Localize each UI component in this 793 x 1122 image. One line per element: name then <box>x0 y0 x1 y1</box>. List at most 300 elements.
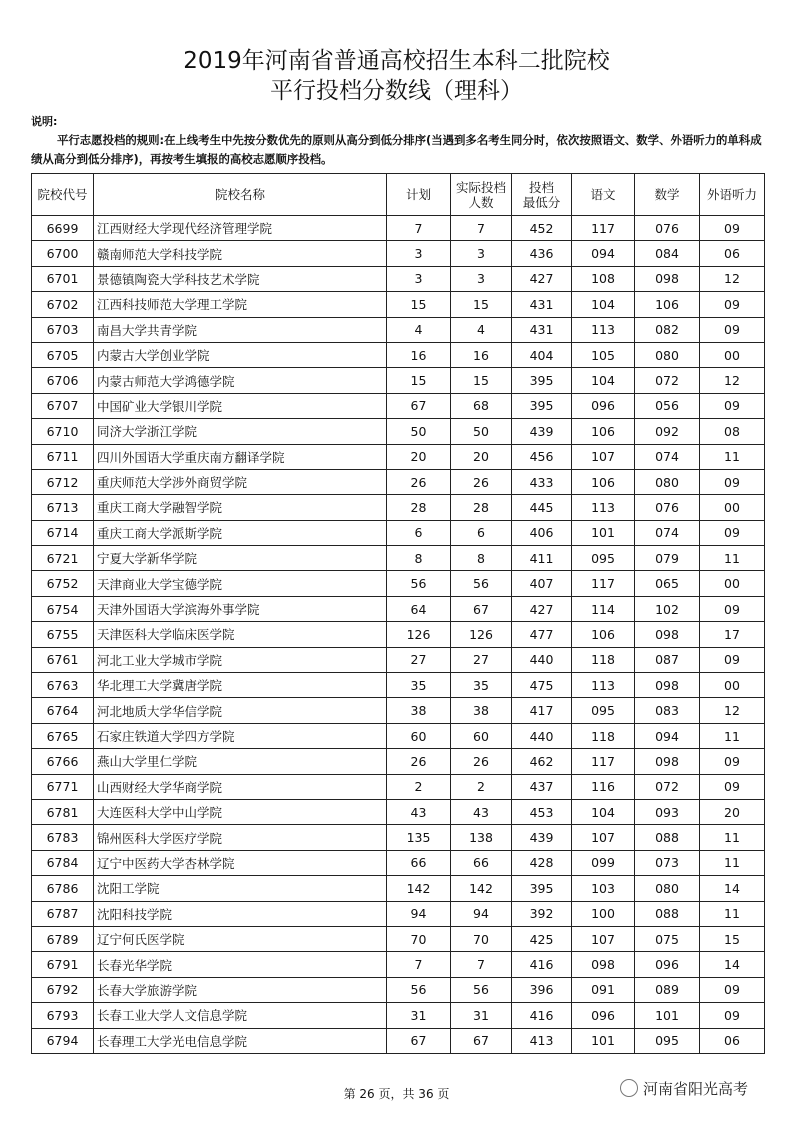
table-header-row <box>32 174 765 216</box>
cell-math: 089 <box>635 977 700 1002</box>
table-row <box>32 419 765 444</box>
table-row <box>32 926 765 951</box>
cell-min: 416 <box>512 952 572 977</box>
cell-math: 080 <box>635 469 700 494</box>
cell-name: 内蒙古大学创业学院 <box>94 342 387 367</box>
table-row <box>32 698 765 723</box>
cell-chinese: 113 <box>572 673 635 698</box>
cell-code: 6706 <box>32 368 94 393</box>
cell-min: 395 <box>512 876 572 901</box>
cell-min: 456 <box>512 444 572 469</box>
cell-listening: 09 <box>700 393 765 418</box>
cell-plan: 7 <box>387 216 451 241</box>
cell-code: 6703 <box>32 317 94 342</box>
cell-actual: 38 <box>451 698 512 723</box>
cell-plan: 7 <box>387 952 451 977</box>
cell-code: 6764 <box>32 698 94 723</box>
cell-chinese: 117 <box>572 571 635 596</box>
cell-name: 沈阳工学院 <box>94 876 387 901</box>
cell-min: 416 <box>512 1003 572 1028</box>
cell-listening: 00 <box>700 495 765 520</box>
table-row <box>32 342 765 367</box>
cell-chinese: 096 <box>572 393 635 418</box>
cell-min: 411 <box>512 546 572 571</box>
cell-plan: 43 <box>387 799 451 824</box>
cell-min: 440 <box>512 723 572 748</box>
cell-math: 098 <box>635 749 700 774</box>
document-title-line2: 平行投档分数线（理科） <box>270 78 523 104</box>
cell-plan: 28 <box>387 495 451 520</box>
score-table <box>31 173 765 1054</box>
cell-chinese: 094 <box>572 241 635 266</box>
cell-listening: 15 <box>700 926 765 951</box>
cell-chinese: 091 <box>572 977 635 1002</box>
cell-listening: 11 <box>700 850 765 875</box>
cell-chinese: 117 <box>572 749 635 774</box>
cell-math: 101 <box>635 1003 700 1028</box>
cell-plan: 56 <box>387 571 451 596</box>
cell-actual: 3 <box>451 241 512 266</box>
cell-name: 重庆师范大学涉外商贸学院 <box>94 469 387 494</box>
cell-actual: 70 <box>451 926 512 951</box>
cell-chinese: 113 <box>572 317 635 342</box>
cell-math: 088 <box>635 901 700 926</box>
cell-listening: 09 <box>700 977 765 1002</box>
cell-name: 宁夏大学新华学院 <box>94 546 387 571</box>
cell-name: 中国矿业大学银川学院 <box>94 393 387 418</box>
cell-min: 396 <box>512 977 572 1002</box>
cell-actual: 3 <box>451 266 512 291</box>
cell-math: 082 <box>635 317 700 342</box>
cell-plan: 94 <box>387 901 451 926</box>
header-actual <box>451 174 512 216</box>
cell-listening: 09 <box>700 647 765 672</box>
cell-math: 094 <box>635 723 700 748</box>
cell-math: 102 <box>635 596 700 621</box>
cell-math: 056 <box>635 393 700 418</box>
table-row <box>32 317 765 342</box>
table-row <box>32 774 765 799</box>
cell-chinese: 116 <box>572 774 635 799</box>
cell-name: 重庆工商大学融智学院 <box>94 495 387 520</box>
cell-code: 6711 <box>32 444 94 469</box>
cell-plan: 31 <box>387 1003 451 1028</box>
cell-actual: 56 <box>451 571 512 596</box>
cell-chinese: 106 <box>572 469 635 494</box>
cell-code: 6752 <box>32 571 94 596</box>
cell-name: 河北地质大学华信学院 <box>94 698 387 723</box>
cell-name: 赣南师范大学科技学院 <box>94 241 387 266</box>
cell-listening: 09 <box>700 1003 765 1028</box>
cell-chinese: 106 <box>572 622 635 647</box>
cell-name: 石家庄铁道大学四方学院 <box>94 723 387 748</box>
cell-code: 6786 <box>32 876 94 901</box>
cell-actual: 50 <box>451 419 512 444</box>
cell-math: 098 <box>635 622 700 647</box>
wechat-account-name: 河南省阳光高考 <box>643 1080 749 1098</box>
cell-name: 大连医科大学中山学院 <box>94 799 387 824</box>
table-row <box>32 850 765 875</box>
cell-actual: 2 <box>451 774 512 799</box>
cell-plan: 15 <box>387 368 451 393</box>
cell-min: 425 <box>512 926 572 951</box>
cell-plan: 4 <box>387 317 451 342</box>
table-row <box>32 520 765 545</box>
cell-min: 439 <box>512 825 572 850</box>
header-math: 数学 <box>635 174 700 216</box>
cell-code: 6699 <box>32 216 94 241</box>
cell-name: 重庆工商大学派斯学院 <box>94 520 387 545</box>
cell-listening: 09 <box>700 216 765 241</box>
cell-math: 098 <box>635 266 700 291</box>
cell-math: 065 <box>635 571 700 596</box>
cell-name: 长春大学旅游学院 <box>94 977 387 1002</box>
cell-actual: 43 <box>451 799 512 824</box>
cell-actual: 27 <box>451 647 512 672</box>
cell-min: 406 <box>512 520 572 545</box>
table-row <box>32 495 765 520</box>
cell-min: 427 <box>512 596 572 621</box>
cell-chinese: 107 <box>572 825 635 850</box>
table-row <box>32 368 765 393</box>
cell-min: 404 <box>512 342 572 367</box>
table-row <box>32 952 765 977</box>
table-row <box>32 292 765 317</box>
cell-chinese: 100 <box>572 901 635 926</box>
cell-listening: 11 <box>700 901 765 926</box>
cell-actual: 138 <box>451 825 512 850</box>
cell-name: 山西财经大学华商学院 <box>94 774 387 799</box>
cell-plan: 16 <box>387 342 451 367</box>
cell-listening: 11 <box>700 825 765 850</box>
cell-code: 6712 <box>32 469 94 494</box>
cell-min: 440 <box>512 647 572 672</box>
page-footer: 第 26 页，共 36 页 <box>343 1087 450 1101</box>
cell-name: 同济大学浙江学院 <box>94 419 387 444</box>
cell-min: 395 <box>512 368 572 393</box>
cell-actual: 26 <box>451 469 512 494</box>
cell-actual: 94 <box>451 901 512 926</box>
document-title-line1: 2019年河南省普通高校招生本科二批院校 <box>183 48 610 74</box>
cell-math: 080 <box>635 876 700 901</box>
cell-actual: 28 <box>451 495 512 520</box>
cell-actual: 7 <box>451 216 512 241</box>
cell-listening: 12 <box>700 368 765 393</box>
cell-plan: 8 <box>387 546 451 571</box>
cell-actual: 16 <box>451 342 512 367</box>
cell-name: 辽宁中医药大学杏林学院 <box>94 850 387 875</box>
cell-chinese: 106 <box>572 419 635 444</box>
cell-math: 072 <box>635 368 700 393</box>
cell-listening: 00 <box>700 571 765 596</box>
table-row <box>32 901 765 926</box>
cell-math: 076 <box>635 495 700 520</box>
cell-chinese: 114 <box>572 596 635 621</box>
cell-code: 6771 <box>32 774 94 799</box>
cell-plan: 66 <box>387 850 451 875</box>
cell-name: 天津医科大学临床医学院 <box>94 622 387 647</box>
cell-name: 内蒙古师范大学鸿德学院 <box>94 368 387 393</box>
cell-actual: 26 <box>451 749 512 774</box>
cell-listening: 09 <box>700 749 765 774</box>
cell-min: 453 <box>512 799 572 824</box>
table-row <box>32 825 765 850</box>
cell-code: 6721 <box>32 546 94 571</box>
cell-min: 433 <box>512 469 572 494</box>
cell-code: 6763 <box>32 673 94 698</box>
cell-plan: 2 <box>387 774 451 799</box>
header-name: 院校名称 <box>94 174 387 216</box>
cell-plan: 20 <box>387 444 451 469</box>
cell-listening: 09 <box>700 317 765 342</box>
table-row <box>32 673 765 698</box>
cell-min: 428 <box>512 850 572 875</box>
cell-math: 106 <box>635 292 700 317</box>
table-row <box>32 596 765 621</box>
cell-listening: 00 <box>700 342 765 367</box>
cell-listening: 09 <box>700 774 765 799</box>
cell-chinese: 099 <box>572 850 635 875</box>
cell-chinese: 104 <box>572 292 635 317</box>
cell-math: 084 <box>635 241 700 266</box>
table-row <box>32 393 765 418</box>
cell-min: 417 <box>512 698 572 723</box>
cell-name: 江西科技师范大学理工学院 <box>94 292 387 317</box>
cell-plan: 142 <box>387 876 451 901</box>
cell-plan: 64 <box>387 596 451 621</box>
table-row <box>32 749 765 774</box>
cell-listening: 09 <box>700 520 765 545</box>
cell-chinese: 117 <box>572 216 635 241</box>
cell-listening: 14 <box>700 876 765 901</box>
cell-actual: 4 <box>451 317 512 342</box>
table-row <box>32 622 765 647</box>
table-row <box>32 647 765 672</box>
cell-code: 6755 <box>32 622 94 647</box>
cell-chinese: 107 <box>572 444 635 469</box>
table-row <box>32 876 765 901</box>
cell-listening: 06 <box>700 241 765 266</box>
cell-code: 6701 <box>32 266 94 291</box>
cell-min: 445 <box>512 495 572 520</box>
header-min-line1: 投档 <box>528 179 554 195</box>
cell-plan: 67 <box>387 393 451 418</box>
cell-math: 087 <box>635 647 700 672</box>
cell-code: 6713 <box>32 495 94 520</box>
cell-math: 095 <box>635 1028 700 1053</box>
cell-name: 天津商业大学宝德学院 <box>94 571 387 596</box>
cell-chinese: 108 <box>572 266 635 291</box>
cell-code: 6702 <box>32 292 94 317</box>
cell-math: 098 <box>635 673 700 698</box>
table-row <box>32 1003 765 1028</box>
cell-listening: 20 <box>700 799 765 824</box>
cell-actual: 66 <box>451 850 512 875</box>
cell-actual: 35 <box>451 673 512 698</box>
cell-code: 6700 <box>32 241 94 266</box>
cell-code: 6765 <box>32 723 94 748</box>
cell-name: 辽宁何氏医学院 <box>94 926 387 951</box>
cell-math: 088 <box>635 825 700 850</box>
cell-name: 长春光华学院 <box>94 952 387 977</box>
cell-plan: 3 <box>387 266 451 291</box>
table-row <box>32 266 765 291</box>
cell-min: 413 <box>512 1028 572 1053</box>
cell-chinese: 107 <box>572 926 635 951</box>
cell-name: 河北工业大学城市学院 <box>94 647 387 672</box>
cell-plan: 60 <box>387 723 451 748</box>
cell-name: 南昌大学共青学院 <box>94 317 387 342</box>
cell-chinese: 095 <box>572 546 635 571</box>
cell-min: 392 <box>512 901 572 926</box>
cell-code: 6793 <box>32 1003 94 1028</box>
cell-code: 6792 <box>32 977 94 1002</box>
cell-name: 长春工业大学人文信息学院 <box>94 1003 387 1028</box>
note-text: 平行志愿投档的规则:在上线考生中先按分数优先的原则从高分到低分排序(当遇到多名考生同分时，依次按照语文、数学、外语听力的单科成绩从高分到低分排序)，再按考生填报的高校志愿顺序投档。 <box>31 133 762 166</box>
cell-actual: 60 <box>451 723 512 748</box>
cell-plan: 135 <box>387 825 451 850</box>
cell-chinese: 095 <box>572 698 635 723</box>
cell-actual: 20 <box>451 444 512 469</box>
cell-name: 燕山大学里仁学院 <box>94 749 387 774</box>
cell-listening: 12 <box>700 266 765 291</box>
cell-listening: 11 <box>700 444 765 469</box>
table-row <box>32 723 765 748</box>
cell-math: 076 <box>635 216 700 241</box>
cell-min: 431 <box>512 292 572 317</box>
cell-actual: 6 <box>451 520 512 545</box>
cell-min: 431 <box>512 317 572 342</box>
cell-min: 395 <box>512 393 572 418</box>
cell-math: 092 <box>635 419 700 444</box>
cell-chinese: 113 <box>572 495 635 520</box>
table-row <box>32 444 765 469</box>
cell-listening: 08 <box>700 419 765 444</box>
cell-listening: 09 <box>700 469 765 494</box>
cell-min: 475 <box>512 673 572 698</box>
cell-chinese: 098 <box>572 952 635 977</box>
cell-plan: 15 <box>387 292 451 317</box>
cell-math: 080 <box>635 342 700 367</box>
cell-name: 沈阳科技学院 <box>94 901 387 926</box>
header-actual-line2: 人数 <box>468 194 494 210</box>
cell-actual: 56 <box>451 977 512 1002</box>
cell-math: 083 <box>635 698 700 723</box>
table-row <box>32 799 765 824</box>
cell-min: 436 <box>512 241 572 266</box>
cell-actual: 15 <box>451 368 512 393</box>
cell-math: 079 <box>635 546 700 571</box>
cell-min: 477 <box>512 622 572 647</box>
cell-chinese: 103 <box>572 876 635 901</box>
cell-listening: 09 <box>700 596 765 621</box>
cell-min: 462 <box>512 749 572 774</box>
cell-chinese: 118 <box>572 647 635 672</box>
note-label: 说明: <box>31 115 58 128</box>
wechat-icon <box>620 1079 638 1097</box>
cell-actual: 15 <box>451 292 512 317</box>
cell-actual: 68 <box>451 393 512 418</box>
table-row <box>32 216 765 241</box>
cell-plan: 56 <box>387 977 451 1002</box>
cell-chinese: 096 <box>572 1003 635 1028</box>
cell-listening: 00 <box>700 673 765 698</box>
cell-listening: 11 <box>700 723 765 748</box>
cell-plan: 50 <box>387 419 451 444</box>
cell-math: 074 <box>635 444 700 469</box>
cell-code: 6791 <box>32 952 94 977</box>
header-chinese: 语文 <box>572 174 635 216</box>
cell-math: 096 <box>635 952 700 977</box>
cell-code: 6766 <box>32 749 94 774</box>
header-listening: 外语听力 <box>700 174 765 216</box>
cell-chinese: 101 <box>572 520 635 545</box>
cell-math: 072 <box>635 774 700 799</box>
cell-name: 江西财经大学现代经济管理学院 <box>94 216 387 241</box>
cell-chinese: 105 <box>572 342 635 367</box>
cell-plan: 38 <box>387 698 451 723</box>
table-row <box>32 571 765 596</box>
header-actual-line1: 实际投档 <box>455 179 506 195</box>
cell-name: 天津外国语大学滨海外事学院 <box>94 596 387 621</box>
cell-chinese: 104 <box>572 368 635 393</box>
cell-chinese: 118 <box>572 723 635 748</box>
cell-actual: 142 <box>451 876 512 901</box>
header-plan: 计划 <box>387 174 451 216</box>
cell-actual: 67 <box>451 596 512 621</box>
cell-actual: 7 <box>451 952 512 977</box>
cell-min: 439 <box>512 419 572 444</box>
cell-code: 6710 <box>32 419 94 444</box>
cell-plan: 126 <box>387 622 451 647</box>
cell-chinese: 104 <box>572 799 635 824</box>
cell-plan: 6 <box>387 520 451 545</box>
cell-plan: 35 <box>387 673 451 698</box>
cell-plan: 3 <box>387 241 451 266</box>
cell-actual: 8 <box>451 546 512 571</box>
cell-code: 6794 <box>32 1028 94 1053</box>
cell-plan: 70 <box>387 926 451 951</box>
cell-plan: 27 <box>387 647 451 672</box>
cell-name: 锦州医科大学医疗学院 <box>94 825 387 850</box>
cell-listening: 14 <box>700 952 765 977</box>
cell-name: 景德镇陶瓷大学科技艺术学院 <box>94 266 387 291</box>
cell-code: 6761 <box>32 647 94 672</box>
cell-code: 6783 <box>32 825 94 850</box>
cell-code: 6784 <box>32 850 94 875</box>
cell-listening: 09 <box>700 292 765 317</box>
cell-code: 6707 <box>32 393 94 418</box>
table-row <box>32 977 765 1002</box>
cell-min: 427 <box>512 266 572 291</box>
cell-code: 6787 <box>32 901 94 926</box>
cell-actual: 67 <box>451 1028 512 1053</box>
cell-name: 长春理工大学光电信息学院 <box>94 1028 387 1053</box>
header-min-line2: 最低分 <box>522 194 561 210</box>
cell-code: 6714 <box>32 520 94 545</box>
header-code: 院校代号 <box>32 174 94 216</box>
table-row <box>32 1028 765 1053</box>
cell-name: 华北理工大学冀唐学院 <box>94 673 387 698</box>
table-row <box>32 469 765 494</box>
cell-min: 437 <box>512 774 572 799</box>
cell-min: 452 <box>512 216 572 241</box>
cell-chinese: 101 <box>572 1028 635 1053</box>
table-row <box>32 546 765 571</box>
cell-listening: 11 <box>700 546 765 571</box>
table-row <box>32 241 765 266</box>
cell-actual: 31 <box>451 1003 512 1028</box>
